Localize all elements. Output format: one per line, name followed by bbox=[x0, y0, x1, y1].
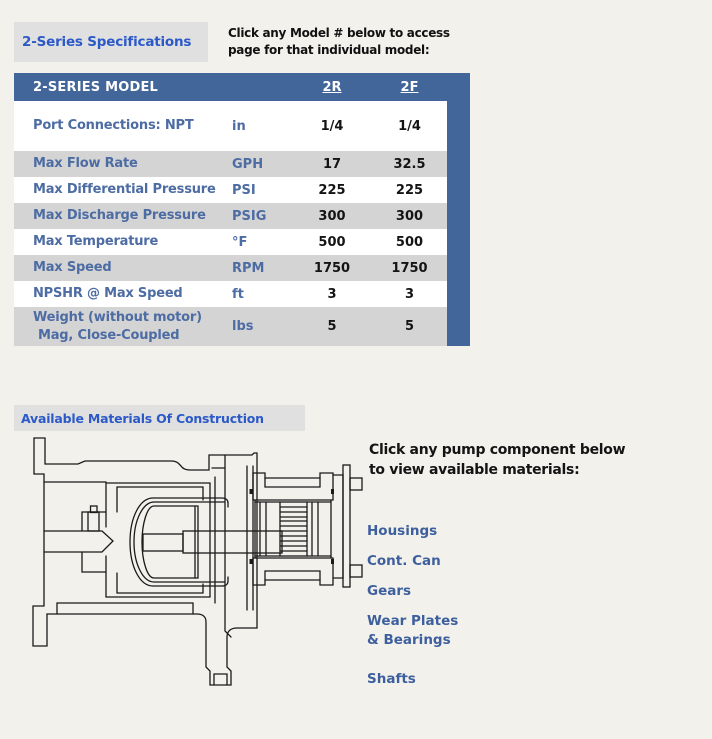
row-label: Max Temperature bbox=[33, 234, 159, 250]
spec-table-header-label: 2-SERIES MODEL bbox=[33, 79, 159, 95]
table-row bbox=[14, 281, 447, 307]
row-unit: ft bbox=[232, 286, 244, 302]
link-shafts[interactable]: Shafts bbox=[367, 671, 416, 687]
row-value-2f: 5 bbox=[404, 319, 415, 334]
model-link-2r[interactable]: 2R bbox=[322, 79, 342, 95]
row-value-2f: 3 bbox=[404, 286, 415, 302]
row-unit: RPM bbox=[232, 260, 265, 276]
table-row bbox=[14, 101, 447, 151]
shaft-shape bbox=[143, 534, 183, 551]
row-value-2r: 17 bbox=[322, 156, 342, 172]
row-label bbox=[14, 309, 218, 344]
magnet-rotor-shape bbox=[142, 506, 198, 578]
row-label-line1: Weight (without motor) bbox=[33, 309, 202, 325]
table-row bbox=[14, 307, 447, 346]
row-label-line2: Mag, Close-Coupled bbox=[38, 327, 180, 343]
row-label: Max Flow Rate bbox=[33, 156, 138, 172]
row-label: Max Differential Pressure bbox=[33, 182, 216, 198]
link-gears[interactable]: Gears bbox=[367, 583, 412, 599]
link-housings[interactable]: Housings bbox=[367, 523, 438, 539]
link-cont-can[interactable]: Cont. Can bbox=[367, 553, 441, 569]
pump-cross-section-diagram bbox=[25, 432, 365, 694]
table-row bbox=[14, 177, 447, 203]
row-value-2f: 1750 bbox=[391, 260, 428, 276]
spec-table-header bbox=[14, 73, 470, 101]
component-instruction-line1: Click any pump component below bbox=[369, 442, 626, 458]
row-value-2f: 1/4 bbox=[398, 118, 421, 134]
row-value-2r: 1/4 bbox=[320, 118, 344, 134]
row-value-2r: 1750 bbox=[313, 260, 351, 276]
gear-stack-shape bbox=[280, 502, 307, 556]
table-row bbox=[14, 255, 447, 281]
row-value-2f: 300 bbox=[395, 208, 424, 224]
row-label: Max Speed bbox=[33, 260, 112, 276]
table-row bbox=[14, 203, 447, 229]
row-value-2r: 5 bbox=[327, 319, 337, 334]
row-label: Port Connections: NPT bbox=[33, 118, 194, 134]
link-wear-plates-line1: Wear Plates bbox=[367, 613, 459, 629]
materials-section-title: Available Materials Of Construction bbox=[21, 410, 264, 426]
row-value-2f: 225 bbox=[395, 182, 424, 198]
link-wear-plates-line2: & Bearings bbox=[367, 632, 451, 648]
table-row bbox=[14, 151, 447, 177]
row-label: NPSHR @ Max Speed bbox=[33, 286, 183, 302]
row-value-2r: 500 bbox=[318, 234, 346, 250]
link-wear-plates-bearings[interactable] bbox=[367, 612, 458, 650]
row-value-2r: 300 bbox=[318, 208, 346, 224]
row-value-2f: 32.5 bbox=[393, 156, 426, 172]
table-accent-strip bbox=[447, 101, 470, 346]
model-instruction-line1: Click any Model # below to access bbox=[228, 26, 450, 40]
model-instruction-text bbox=[228, 25, 450, 60]
row-unit: PSI bbox=[232, 182, 256, 198]
row-label: Max Discharge Pressure bbox=[33, 208, 206, 224]
spec-table-body bbox=[14, 101, 447, 346]
containment-can-shape bbox=[130, 498, 228, 586]
row-unit: PSIG bbox=[232, 208, 267, 224]
component-instruction-text bbox=[369, 440, 625, 481]
row-unit: in bbox=[232, 118, 246, 134]
row-value-2f: 500 bbox=[395, 234, 424, 250]
component-instruction-line2: to view available materials: bbox=[369, 462, 580, 479]
row-unit: GPH bbox=[232, 156, 264, 172]
materials-section-title-bar bbox=[14, 405, 305, 431]
pump-bracket-outline bbox=[34, 438, 257, 628]
row-unit: °F bbox=[232, 234, 248, 250]
spec-section-title: 2-Series Specifications bbox=[22, 34, 192, 50]
table-row bbox=[14, 229, 447, 255]
row-unit: lbs bbox=[232, 319, 254, 334]
spec-section-title-bar bbox=[14, 22, 208, 62]
row-value-2r: 3 bbox=[327, 286, 337, 302]
spec-table bbox=[14, 73, 470, 346]
row-value-2r: 225 bbox=[318, 182, 346, 198]
model-instruction-line2: page for that individual model: bbox=[228, 43, 430, 58]
model-link-2f[interactable]: 2F bbox=[400, 79, 419, 95]
